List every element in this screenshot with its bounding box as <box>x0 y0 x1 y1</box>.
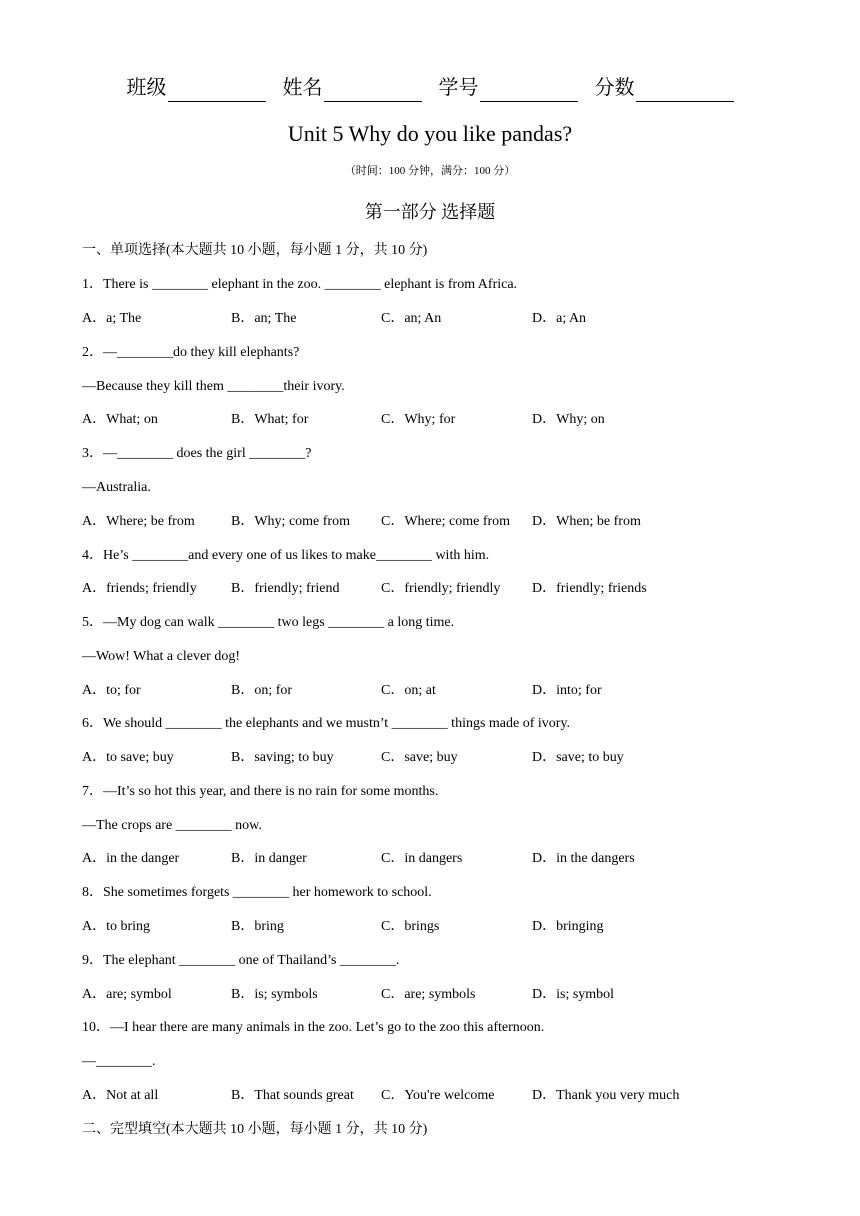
option-a[interactable]: A．in the danger <box>82 851 180 866</box>
option-b[interactable]: B．on; for <box>231 683 293 698</box>
option-c[interactable]: C．You're welcome <box>381 1088 495 1103</box>
question-9-options <box>82 985 782 1005</box>
option-a[interactable]: A．What; on <box>82 412 158 427</box>
student-info-line <box>0 74 860 102</box>
question-7-stem: 7．—It’s so hot this year, and there is no rain for some months. <box>82 784 439 799</box>
name-blank[interactable] <box>324 79 422 102</box>
option-b[interactable]: B．in danger <box>231 851 307 866</box>
option-a[interactable]: A．a; The <box>82 311 142 326</box>
question-2-reply: —Because they kill them ________their ivory. <box>82 379 345 394</box>
option-a[interactable]: A．Not at all <box>82 1088 159 1103</box>
question-6-stem: 6．We should ________ the elephants and we mustn’t ________ things made of ivory. <box>82 716 571 731</box>
question-4-stem: 4．He’s ________and every one of us likes to make________ with him. <box>82 548 490 563</box>
option-c[interactable]: C．are; symbols <box>381 987 476 1002</box>
option-d[interactable]: D．into; for <box>532 683 602 698</box>
question-1-stem: 1．There is ________ elephant in the zoo. ________ elephant is from Africa. <box>82 277 518 292</box>
option-d[interactable]: D．save; to buy <box>532 750 624 765</box>
option-b[interactable]: B．What; for <box>231 412 309 427</box>
score-field <box>595 74 734 102</box>
question-3-stem: 3．—________ does the girl ________? <box>82 446 312 461</box>
option-b[interactable]: B．an; The <box>231 311 297 326</box>
option-d[interactable]: D．is; symbol <box>532 987 615 1002</box>
id-label: 学号 <box>438 77 479 99</box>
part-title: 第一部分 选择题 <box>364 202 496 222</box>
question-1-options <box>82 309 782 329</box>
option-a[interactable]: A．friends; friendly <box>82 581 197 596</box>
score-blank[interactable] <box>636 79 734 102</box>
question-2-stem: 2．—________do they kill elephants? <box>82 345 300 360</box>
option-c[interactable]: C．save; buy <box>381 750 458 765</box>
option-a[interactable]: A．to bring <box>82 919 151 934</box>
option-d[interactable]: D．bringing <box>532 919 604 934</box>
question-5-reply: —Wow! What a clever dog! <box>82 649 240 664</box>
question-5-stem: 5．—My dog can walk ________ two legs ________ a long time. <box>82 615 455 630</box>
option-c[interactable]: C．Where; come from <box>381 514 511 529</box>
exam-info: （时间：100 分钟，满分：100 分） <box>344 165 516 177</box>
question-8-options <box>82 917 782 937</box>
score-label: 分数 <box>594 77 635 99</box>
option-c[interactable]: C．on; at <box>381 683 436 698</box>
question-7-options <box>82 849 782 869</box>
option-c[interactable]: C．brings <box>381 919 440 934</box>
id-field <box>439 74 578 102</box>
option-b[interactable]: B．is; symbols <box>231 987 318 1002</box>
option-b[interactable]: B．That sounds great <box>231 1088 354 1103</box>
name-label: 姓名 <box>282 77 323 99</box>
question-10-stem: 10．—I hear there are many animals in the zoo. Let’s go to the zoo this afternoon. <box>82 1020 545 1035</box>
question-6-options <box>82 748 782 768</box>
question-10-reply: —________. <box>82 1054 156 1069</box>
class-field <box>127 74 266 102</box>
option-b[interactable]: B．bring <box>231 919 284 934</box>
question-3-options <box>82 512 782 532</box>
question-9-stem: 9．The elephant ________ one of Thailand’s ________. <box>82 953 400 968</box>
section2-heading: 二、完型填空(本大题共 10 小题，每小题 1 分，共 10 分) <box>82 1122 428 1137</box>
option-a[interactable]: A．are; symbol <box>82 987 172 1002</box>
option-d[interactable]: D．When; be from <box>532 514 641 529</box>
option-a[interactable]: A．to; for <box>82 683 141 698</box>
option-c[interactable]: C．in dangers <box>381 851 463 866</box>
page-title: Unit 5 Why do you like pandas? <box>287 121 573 146</box>
option-b[interactable]: B．friendly; friend <box>231 581 340 596</box>
question-8-stem: 8．She sometimes forgets ________ her homework to school. <box>82 885 432 900</box>
option-b[interactable]: B．saving; to buy <box>231 750 334 765</box>
option-b[interactable]: B．Why; come from <box>231 514 350 529</box>
class-label: 班级 <box>126 77 167 99</box>
option-d[interactable]: D．Thank you very much <box>532 1088 680 1103</box>
question-5-options <box>82 681 782 701</box>
option-d[interactable]: D．a; An <box>532 311 587 326</box>
section1-heading: 一、单项选择(本大题共 10 小题，每小题 1 分，共 10 分) <box>82 243 428 258</box>
option-d[interactable]: D．Why; on <box>532 412 605 427</box>
option-c[interactable]: C．friendly; friendly <box>381 581 501 596</box>
class-blank[interactable] <box>168 79 266 102</box>
name-field <box>283 74 422 102</box>
question-4-options <box>82 579 782 599</box>
option-a[interactable]: A．to save; buy <box>82 750 174 765</box>
option-d[interactable]: D．in the dangers <box>532 851 635 866</box>
question-2-options <box>82 410 782 430</box>
question-7-reply: —The crops are ________ now. <box>82 818 262 833</box>
option-c[interactable]: C．Why; for <box>381 412 456 427</box>
id-blank[interactable] <box>480 79 578 102</box>
option-d[interactable]: D．friendly; friends <box>532 581 647 596</box>
option-a[interactable]: A．Where; be from <box>82 514 195 529</box>
option-c[interactable]: C．an; An <box>381 311 442 326</box>
question-3-reply: —Australia. <box>82 480 151 495</box>
question-10-options <box>82 1086 782 1106</box>
